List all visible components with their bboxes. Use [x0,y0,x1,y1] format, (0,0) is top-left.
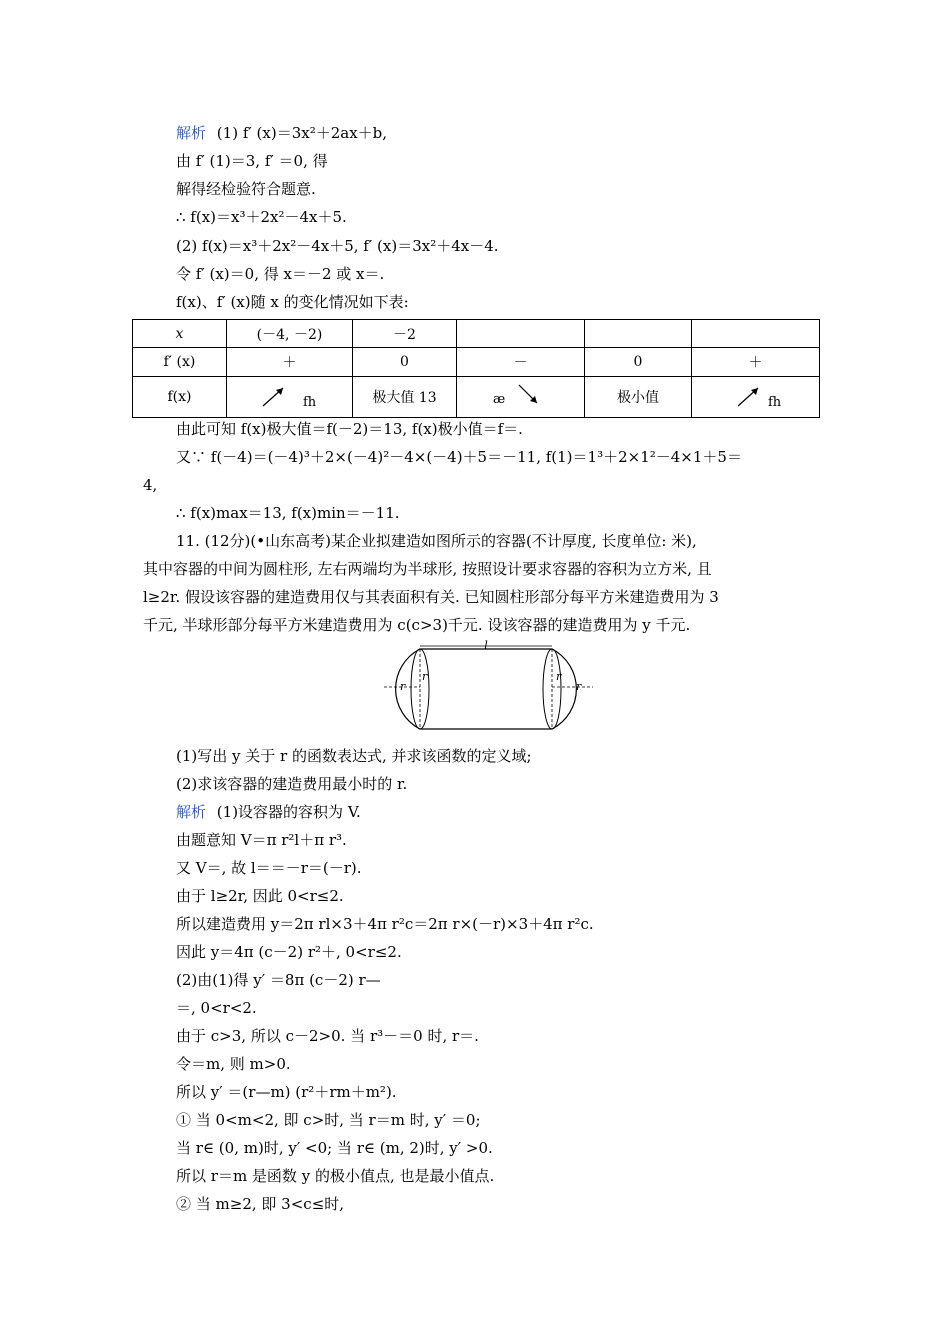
radius-label: r [422,670,428,683]
table-cell: －2 [353,320,457,348]
table-cell [457,320,585,348]
radius-label: r [556,670,562,683]
problem-line-1: 11. (12分)(•山东高考)某企业拟建造如图所示的容器(不计厚度, 长度单位: 米), [176,532,697,550]
table-row [133,320,820,348]
solution2-line-13: 当 r∈ (0, m)时, y′ <0; 当 r∈ (m, 2)时, y′ >0. [176,1139,493,1157]
radius-label: r [400,680,406,693]
table-cell: 0 [353,348,457,377]
solution-label: 解析 [176,803,207,821]
table-cell: f(x) [133,377,227,418]
problem-line-4: 千元, 半球形部分每平方米建造费用为 c(c>3)千元. 设该容器的建造费用为 y 千元. [143,616,691,634]
arrow-up-right-icon [259,382,299,412]
length-label: l [484,640,488,652]
solution2-line-5: 所以建造费用 y＝2π rl×3＋4π r²c＝2π r×(－r)×3＋4π r²c. [176,915,594,933]
table-cell: － [457,348,585,377]
table-cell-increasing [227,377,353,418]
arrow-down-right-icon [515,381,555,411]
solution-line-4: ∴ f(x)＝x³＋2x²－4x＋5. [176,208,347,226]
table-cell: 0 [585,348,692,377]
table-row [133,348,820,377]
solution2-line-3: 又 V＝, 故 l＝＝－r＝(－r). [176,859,362,877]
solution2-line-1 [176,802,361,822]
table-cell: ＋ [227,348,353,377]
problem-line-3: l≥2r. 假设该容器的建造费用仅与其表面积有关. 已知圆柱形部分每平方米建造费用为 3 [143,588,719,606]
table-cell-decreasing [457,377,585,418]
table-cell [585,320,692,348]
fh-symbol: fh [768,395,782,410]
solution-text: (1) f′ (x)＝3x²＋2ax＋b, [216,124,388,142]
solution-label: 解析 [176,124,207,142]
question-2: (2)求该容器的建造费用最小时的 r. [176,775,408,793]
solution2-line-12: ① 当 0<m<2, 即 c>时, 当 r＝m 时, y′ ＝0; [176,1111,481,1129]
conclusion-line-4: ∴ f(x)max＝13, f(x)min＝－11. [176,504,400,522]
conclusion-line-3: 4, [143,476,158,494]
solution2-line-11: 所以 y′ ＝(r—m) (r²＋rm＋m²). [176,1083,397,1101]
solution2-line-4: 由于 l≥2r, 因此 0<r≤2. [176,887,344,905]
radius-label: r [576,680,582,693]
question-1: (1)写出 y 关于 r 的函数表达式, 并求该函数的定义域; [176,747,532,765]
table-cell [692,320,820,348]
solution-line-5: (2) f(x)＝x³＋2x²－4x＋5, f′ (x)＝3x²＋4x－4. [176,237,499,255]
solution-line-2: 由 f′ (1)＝3, f′ ＝0, 得 [176,152,328,170]
table-cell: f′ (x) [133,348,227,377]
solution-line-7: f(x)、f′ (x)随 x 的变化情况如下表: [176,293,409,311]
table-row [133,377,820,418]
solution2-line-14: 所以 r＝m 是函数 y 的极小值点, 也是最小值点. [176,1167,495,1185]
conclusion-line-2: 又∵ f(－4)＝(－4)³＋2×(－4)²－4×(－4)＋5＝－11, f(1)＝1³＋2×1²－4×1＋5＝ [176,448,742,466]
solution2-line-10: 令＝m, 则 m>0. [176,1055,291,1073]
solution-line-3: 解得经检验符合题意. [176,180,316,198]
problem-line-2: 其中容器的中间为圆柱形, 左右两端均为半球形, 按照设计要求容器的容积为立方米, 且 [143,560,712,578]
table-cell-increasing [692,377,820,418]
conclusion-line-1: 由此可知 f(x)极大值＝f(－2)＝13, f(x)极小值＝f＝. [176,420,523,438]
solution-line-6: 令 f′ (x)＝0, 得 x＝－2 或 x＝. [176,265,385,283]
solution2-line-8: ＝, 0<r<2. [176,999,257,1017]
variation-table [132,319,820,418]
solution2-line-6: 因此 y＝4π (c－2) r²＋, 0<r≤2. [176,943,402,961]
ae-symbol: æ [493,392,506,407]
table-cell: 极小值 [585,377,692,418]
table-cell: 极大值 13 [353,377,457,418]
solution2-line-7: (2)由(1)得 y′ ＝8π (c－2) r— [176,971,381,989]
solution-line-1 [176,123,387,143]
solution-text: (1)设容器的容积为 V. [216,803,361,821]
container-figure [382,640,602,730]
solution2-line-2: 由题意知 V＝π r²l＋π r³. [176,831,347,849]
table-cell: x [133,320,227,348]
table-cell: (－4, －2) [227,320,353,348]
solution2-line-15: ② 当 m≥2, 即 3<c≤时, [176,1195,345,1213]
solution2-line-9: 由于 c>3, 所以 c－2>0. 当 r³－＝0 时, r＝. [176,1027,479,1045]
fh-symbol: fh [303,395,317,410]
table-cell: ＋ [692,348,820,377]
